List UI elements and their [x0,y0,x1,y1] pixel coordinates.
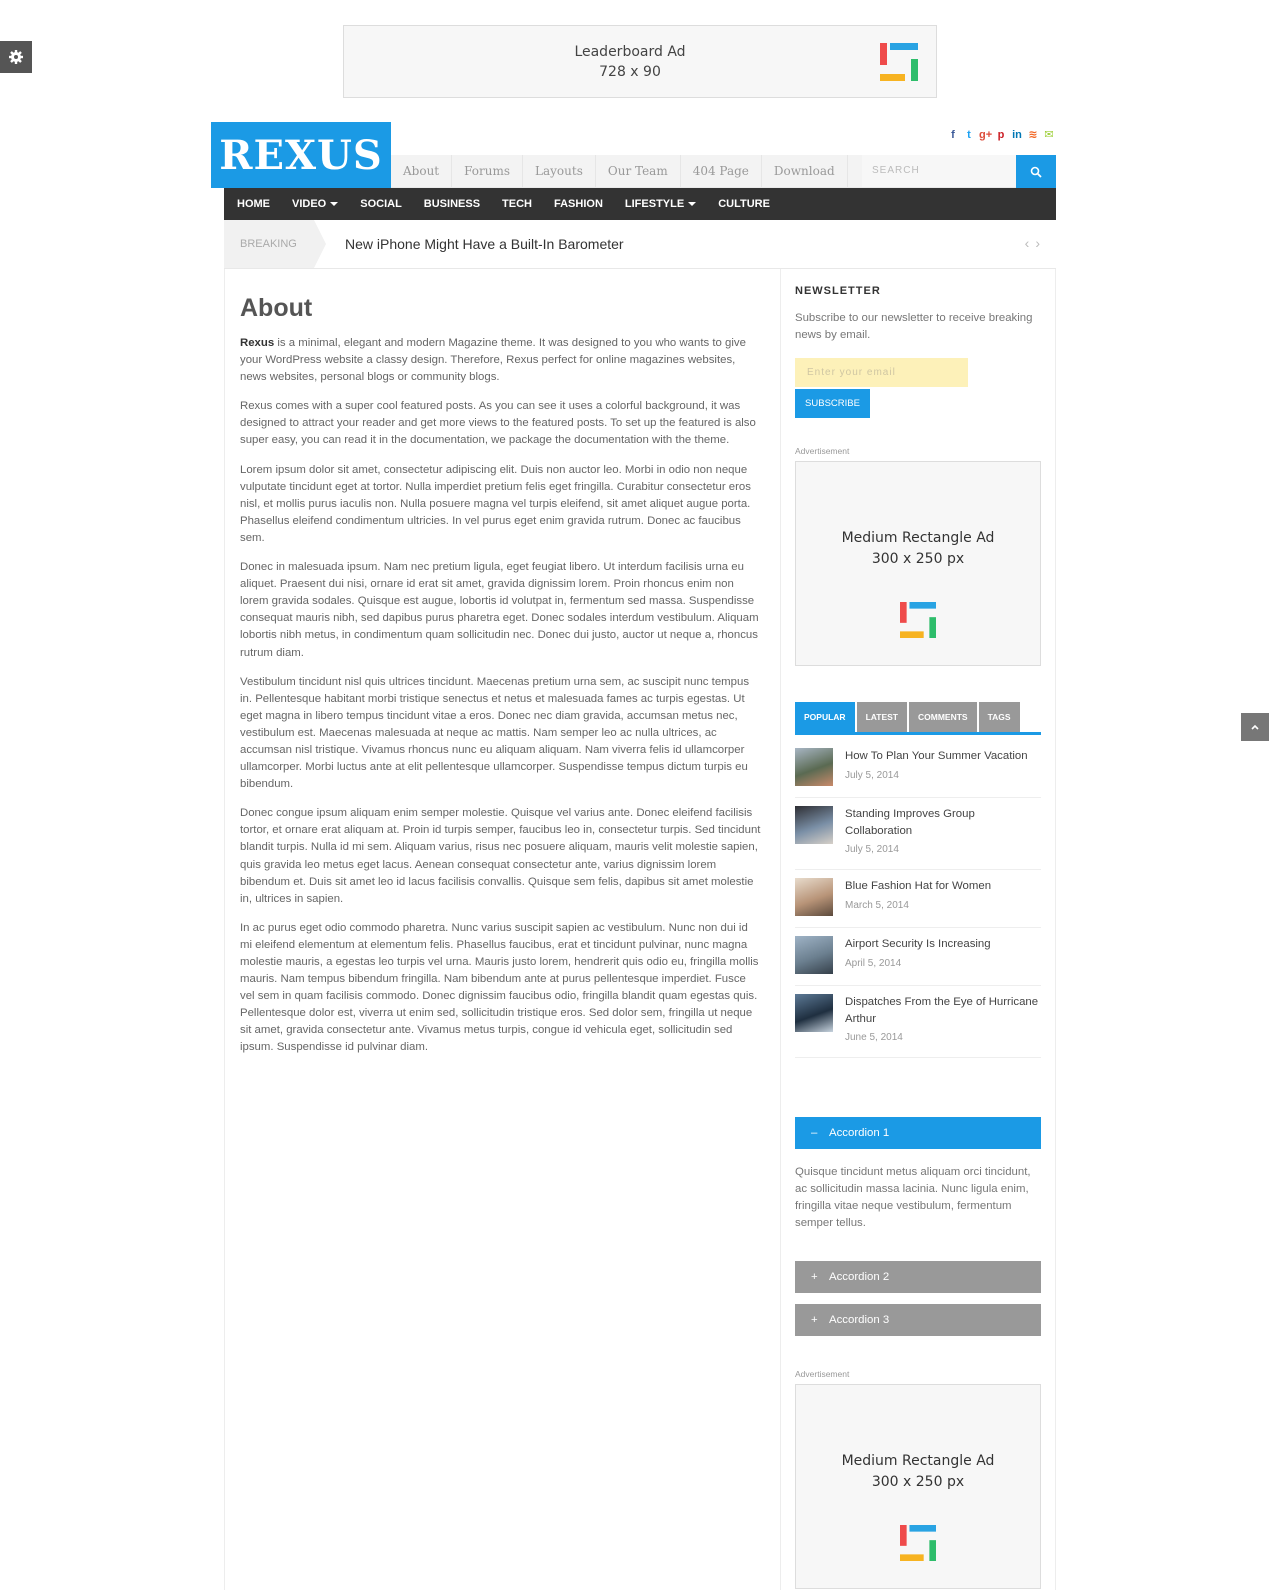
ad-text [796,1451,1040,1492]
post-date: March 5, 2014 [845,899,909,911]
search-input[interactable]: SEARCH [862,155,1016,187]
mail-icon[interactable]: ✉ [1044,129,1054,141]
post-thumbnail[interactable] [795,936,833,974]
social-icons [947,129,1055,141]
expand-icon: + [811,1314,818,1326]
site-logo[interactable]: REXUS [211,122,391,188]
page-title: About [240,294,313,322]
breaking-label-arrow [314,220,326,268]
post-item[interactable] [795,928,1041,986]
search-button[interactable] [1016,155,1056,188]
nav-item-label: FASHION [554,198,603,210]
nav-item-label: BUSINESS [423,198,481,210]
nav-item-label: CULTURE [718,198,770,210]
nav-item-lifestyle[interactable] [614,188,707,220]
caret-down-icon [688,202,696,206]
accordion-1-content: Quisque tincidunt metus aliquam orci tincidunt, ac sollicitudin massa lacinia. Nunc ligula enim, fringilla vitae neque vestibulum, fermentum semper tellus. [795,1166,1031,1229]
nav-item-fashion[interactable] [543,188,614,220]
ad-size: 300 x 250 px [871,550,965,567]
post-title[interactable]: Standing Improves Group Collaboration [845,808,975,837]
breaking-nav [1025,235,1040,251]
leaderboard-ad[interactable] [343,25,937,98]
accordion-label: Accordion 2 [829,1271,890,1283]
collapse-icon: – [811,1127,818,1139]
breaking-label: BREAKING [224,220,314,268]
post-thumbnail[interactable] [795,994,833,1032]
top-menu-item-download[interactable]: Download [762,155,848,187]
nav-item-home[interactable] [226,188,281,220]
post-info [845,806,1041,858]
article-paragraph: Rexus comes with a super cool featured posts. As you can see it uses a colorful background, it was designed to attract your reader and get more views to the featured posts. To set up the featured is also super easy, you can read it in the documentation, we package the documentation with the theme. [240,400,756,447]
search-icon [1030,166,1042,178]
google-plus-icon[interactable]: g+ [979,129,993,141]
nav-item-social[interactable] [349,188,413,220]
chevron-up-icon [1250,723,1260,731]
advertisement-caption: Advertisement [795,446,850,456]
article-intro [240,335,762,386]
post-info [845,994,1041,1046]
post-date: July 5, 2014 [845,769,899,781]
twitter-icon[interactable]: t [967,129,971,141]
linkedin-icon[interactable]: in [1012,129,1022,141]
content-border-left [224,269,225,1590]
tab-comments[interactable]: COMMENTS [909,702,977,732]
accordion-label: Accordion 1 [829,1127,890,1139]
post-info [845,748,1028,786]
leaderboard-ad-title: Leaderboard Ad [574,44,686,60]
newsletter-widget [795,283,1041,418]
ad-size: 300 x 250 px [871,1473,965,1490]
top-menu [391,155,886,187]
caret-down-icon [330,202,338,206]
advertisement-caption: Advertisement [795,1369,850,1379]
article-paragraph: Donec congue ipsum aliquam enim semper molestie. Quisque vel varius ante. Donec eleifend facilisis tortor, et ornare erat aliquam at. Proin id turpis semper, faucibus leo in, consectetur turpis. Sed tincidunt blandit turpis. Nulla id mi sem. Aliquam varius, risus nec posuere aliquam, mauris velit molestie sapien, quis gravida leo metus eget lacus. Aenean consequat consectetur ante, varius dignissim lorem bibendum et. Duis sit amet leo id lacus facilisis convallis. Quisque sem felis, dapibus sit amet molestie in, ultrices in sapien. [240,807,761,905]
top-menu-item-forums[interactable]: Forums [452,155,523,187]
pinterest-icon[interactable]: p [997,129,1005,141]
post-date: July 5, 2014 [845,844,899,855]
accordion-1-header[interactable] [795,1117,1041,1149]
accordion-label: Accordion 3 [829,1314,890,1326]
leaderboard-ad-text [344,42,936,82]
nav-item-video[interactable] [281,188,349,220]
article-paragraph: Donec in malesuada ipsum. Nam nec pretium ligula, eget feugiat libero. Ut interdum facilisis urna eu aliquet. Praesent dui nisi, ornare id erat sit amet, gravida dignissim lorem. Proin rhoncus enim non lorem gravida sodales. Quisque est augue, lobortis id volutpat in, fermentum sed massa. Suspendisse consequat mauris nibh, sed dapibus purus pharetra eget. Donec sodales interdum vestibulum. Aliquam lobortis nibh metus, in condimentum quam sollicitudin nec. Donec dui justo, auctor ut neque a, rhoncus rutrum diam. [240,561,759,659]
intro-text: is a minimal, elegant and modern Magazine theme. It was designed to you who wants to give your WordPress website a classy design. Therefore, Rexus perfect for online magazines websites, news websites, personal blogs or community blogs. [240,337,746,384]
top-menu-item-about[interactable]: About [391,155,452,187]
chevron-left-icon[interactable]: ‹ [1024,235,1030,251]
accordion-3-header[interactable] [795,1304,1041,1336]
post-date: April 5, 2014 [845,957,902,969]
expand-icon: + [811,1271,818,1283]
top-menu-item-our-team[interactable]: Our Team [596,155,681,187]
post-thumbnail[interactable] [795,806,833,844]
top-bar [391,155,1056,188]
article-paragraph: Lorem ipsum dolor sit amet, consectetur adipiscing elit. Duis non auctor leo. Morbi in odio non neque vulputate tincidunt eget at tortor. Nulla imperdiet pretium felis eget fringilla. Curabitur consectetur eros nisl, et mollis purus iaculis non. Nulla posuere magna vel turpis eleifend, sit amet aliquet augue porta. Phasellus eleifend condimentum ultricies. In vel purus eget enim gravida rutrum. Donec ac faucibus sem. [240,463,751,544]
post-item[interactable] [795,740,1041,798]
nav-item-label: HOME [237,198,270,210]
breaking-news-bar [224,220,1056,269]
main-navigation [224,188,1056,220]
email-field[interactable]: Enter your email [795,358,968,387]
leaderboard-ad-size: 728 x 90 [599,64,661,80]
popular-posts-list [795,740,1041,1058]
tab-latest[interactable]: LATEST [857,702,907,732]
post-info [845,878,991,916]
post-item[interactable] [795,986,1041,1058]
post-title[interactable]: Blue Fashion Hat for Women [845,880,992,892]
nav-item-label: TECH [502,198,532,210]
medium-rectangle-ad[interactable] [795,461,1041,666]
nav-item-label: VIDEO [292,198,327,210]
post-item[interactable] [795,798,1041,870]
top-menu-item-404-page[interactable]: 404 Page [681,155,762,187]
facebook-icon[interactable]: f [951,129,955,141]
gear-icon [8,49,24,65]
nav-item-tech[interactable] [491,188,543,220]
content-border-right [1055,269,1056,1590]
breaking-headline[interactable]: New iPhone Might Have a Built-In Barometer [345,236,624,252]
ad-title: Medium Rectangle Ad [841,1453,995,1469]
top-menu-item-layouts[interactable]: Layouts [523,155,596,187]
nav-item-business[interactable] [413,188,491,220]
post-item[interactable] [795,870,1041,928]
nav-item-label: LIFESTYLE [624,198,685,210]
brand-name-bold: Rexus [240,337,275,349]
ad-title: Medium Rectangle Ad [841,530,995,546]
tab-popular[interactable]: POPULAR [795,702,855,732]
accordion-2-header[interactable] [795,1261,1041,1293]
newsletter-description: Subscribe to our newsletter to receive breaking news by email. [795,312,1033,341]
nav-item-culture[interactable] [707,188,781,220]
post-thumbnail[interactable] [795,748,833,786]
medium-rectangle-ad[interactable] [795,1384,1041,1589]
article [240,292,762,1069]
newsletter-title: NEWSLETTER [795,285,881,297]
article-paragraph: In ac purus eget odio commodo pharetra. Nunc varius suscipit sapien ac vestibulum. Nunc non dui id mi eleifend elementum at elementum felis. Phasellus faucibus, erat et tincidunt pulvinar, nunc magna molestie mauris, a egestas leo turpis vel urna. Mauris justo lorem, hendrerit quis odio eu, fringilla mollis mauris. Nam tempus bibendum fringilla. Nam bibendum ante at purus pellentesque imperdiet. Fusce vel sem in quam facilisis commodo. Donec dignissim faucibus odio, fringilla blandit quam egestas quis. Pellentesque dolor est, viverra ut enim sed, sollicitudin tristique eros. Sed dolor sem, fringilla ut neque sit amet, gravida consectetur ante. Vivamus metus turpis, congue id vehicula eget, sollicitudin sed ipsum. Suspendisse id pulvinar diam. [240,921,759,1054]
post-info [845,936,991,974]
chevron-right-icon[interactable]: › [1035,235,1040,251]
article-paragraph: Vestibulum tincidunt nisl quis ultrices tincidunt. Maecenas pretium urna sem, ac suscipit nunc tempus in. Pellentesque habitant morbi tristique senectus et netus et malesuada fames ac turpis egestas. Ut eget magna in libero tempus tincidunt vitae a eros. Donec nec diam gravida, accumsan metus nec, vestibulum est. Maecenas malesuada at neque ac mattis. Nam semper leo ac nulla ultrices, ac accumsan nisl tristique. Vivamus rhoncus nunc eu aliquam aliquam. Nam viverra felis id ullamcorper ullamcorper. Morbi luctus ante at elit pellentesque ullamcorper. Suspendisse tempus dictum turpis eu bibendum. [240,675,750,791]
rss-icon[interactable]: ≋ [1028,129,1038,141]
tab-tags[interactable]: TAGS [979,702,1020,732]
post-title[interactable]: Airport Security Is Increasing [845,938,991,950]
ad-text [796,528,1040,569]
article-body [240,398,762,1056]
post-title[interactable]: Dispatches From the Eye of Hurricane Arthur [845,996,1039,1025]
ad-logo-icon [880,43,918,81]
post-title[interactable]: How To Plan Your Summer Vacation [845,750,1028,762]
settings-gear-button[interactable] [0,41,32,73]
post-date: June 5, 2014 [845,1032,903,1043]
subscribe-button[interactable]: SUBSCRIBE [795,389,870,418]
posts-tabs [795,702,1041,735]
post-thumbnail[interactable] [795,878,833,916]
ad-logo-icon [900,1525,936,1561]
back-to-top-button[interactable] [1241,713,1269,741]
ad-logo-icon [900,602,936,638]
sidebar-divider [780,269,781,1590]
nav-item-label: SOCIAL [360,198,402,210]
